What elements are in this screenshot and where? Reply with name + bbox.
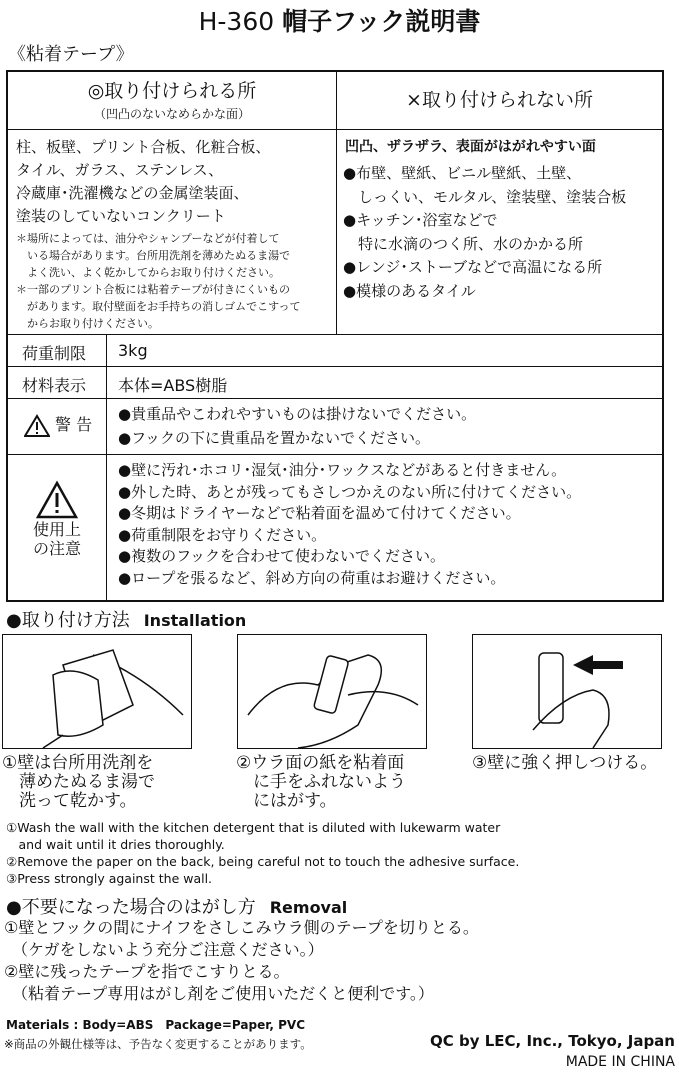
list-item: 冷蔵庫･洗濯機などの金属塗装面、 [16,184,249,202]
removal-line: ①壁とフックの間にナイフをさしこみウラ側のテープを切りとる。 [4,918,479,937]
ok-header-sub: （凹凸のないなめらかな面） [93,107,250,121]
step-line: ②ウラ面の紙を粘着面 [236,753,405,773]
divider [106,334,107,600]
step-line: にはがす。 [236,791,337,811]
list-item: タイル、ガラス、ステンレス、 [16,161,224,179]
removal-heading [6,893,347,919]
english-line: ③Press strongly against the wall. [6,871,213,886]
step2-text [236,754,406,811]
ng-list [343,162,661,303]
note-line: よく洗い、よく乾かしてからお取り付けください。 [16,266,280,279]
ok-list [16,136,334,228]
list-item: ●複数のフックを合わせて使わないでください。 [118,547,446,565]
list-item: ●外した時、あとが残ってもさしつかえのない所に付けてください。 [118,482,582,501]
hand-wiping-icon [3,635,191,748]
product-title: 帽子フック説明書 [282,7,481,36]
note-line: いる場合があります。台所用洗剤を薄めたぬるま湯で [16,249,291,262]
step-line: に手をふれないよう [236,772,406,792]
ok-notes [16,230,334,332]
press-hook-icon [473,635,661,748]
caution-label-cell [8,480,106,558]
note-line: からお取り付けください。 [16,317,159,330]
ok-header [8,72,336,129]
warning-triangle-icon [24,414,50,438]
warning-triangle-icon [35,480,79,520]
removal-line: （粘着テープ専用はがし剤をご使用いただくと便利です。） [4,984,434,1003]
list-item: ●貴重品やこわれやすいものは掛けないでください。 [118,405,477,423]
made-in-line: MADE IN CHINA [565,1054,675,1070]
step3-illustration [472,634,662,749]
ok-header-label: ◎取り付けられる所 [87,80,257,102]
removal-line: ②壁に残ったテープを指でこすりとる。 [4,962,290,981]
english-line: ①Wash the wall with the kitchen detergent that is diluted with lukewarm water [6,820,501,835]
list-item: 柱、板壁、プリント合板、化粧合板、 [16,138,271,156]
list-item: ●冬期はドライヤーなどで粘着面を温めて付けてください。 [118,504,521,522]
qc-line: QC by LEC, Inc., Tokyo, Japan [430,1032,675,1050]
step1-text [2,754,155,811]
caution-label-1: 使用上 [32,520,81,539]
list-item: ●模様のあるタイル [343,281,476,300]
ng-header: ×取り付けられない所 [406,89,593,111]
removal-line: （ケガをしないよう充分ご注意ください。） [4,940,324,959]
list-item: ●ロープを張るなど、斜め方向の荷重はお避けください。 [118,568,506,587]
subtitle: 《粘着テープ》 [8,44,134,65]
material-value: 本体=ABS樹脂 [118,376,228,395]
step-line: 洗って乾かす。 [2,791,137,811]
list-item: ●レンジ･ストーブなどで高温になる所 [343,258,603,276]
model-number: H-360 [198,7,275,36]
note-line: があります。取付壁面をお手持ちの消しゴムでこすって [16,300,301,313]
step-line: ①壁は台所用洗剤を [2,753,154,773]
installation-heading-ja: ●取り付け方法 [6,610,130,631]
materials-line: Materials : Body=ABS Package=Paper, PVC [6,1018,306,1032]
installation-heading [6,606,246,632]
list-item: ●布壁、壁紙、ビニル壁紙、土壁、 [343,164,582,182]
divider [8,129,662,130]
list-item: ●荷重制限をお守りください。 [118,525,327,544]
note-line: ＊一部のプリント合板には粘着テープが付きにくいもの [16,283,291,296]
page-title [0,2,679,38]
removal-steps [4,917,479,1005]
load-label: 荷重制限 [21,344,86,363]
step-line: ③壁に強く押しつける。 [472,753,658,773]
spec-table [6,70,664,602]
list-item: ●フックの下に貴重品を置かないでください。 [118,429,431,447]
warning-list [118,402,476,450]
caution-label-2: の注意 [32,539,81,558]
ng-subheading: 凹凸、ザラザラ、表面がはがれやすい面 [345,139,596,155]
step3-text [472,754,657,773]
peel-paper-icon [238,635,426,748]
arrow-left-icon [573,655,623,675]
warning-label-cell [12,412,104,438]
list-item: ●キッチン･浴室などで [343,211,498,229]
list-item: しっくい、モルタル、塗装壁、塗装合板 [343,187,627,206]
removal-heading-ja: ●不要になった場合のはがし方 [6,897,256,918]
warning-label: 警 告 [55,415,93,434]
english-line: and wait until it dries thoroughly. [6,837,225,852]
note-line: ＊場所によっては、油分やシャンプーなどが付着して [16,232,280,245]
caution-list [118,460,581,589]
load-value: 3kg [118,341,148,360]
removal-heading-en: Removal [269,898,348,917]
step-line: 薄めたぬるま湯で [2,772,155,792]
installation-english [6,819,519,887]
material-label: 材料表示 [21,376,86,395]
list-item: 塗装のしていないコンクリート [16,207,226,225]
list-item: ●壁に汚れ･ホコリ･湿気･油分･ワックスなどがあると付きません。 [118,461,567,479]
installation-heading-en: Installation [143,611,247,630]
step1-illustration [2,634,192,749]
spec-change-note: ※商品の外観仕様等は、予告なく変更することがあります。 [4,1037,312,1051]
step2-illustration [237,634,427,749]
english-line: ②Remove the paper on the back, being careful not to touch the adhesive surface. [6,854,520,869]
list-item: 特に水滴のつく所、水のかかる所 [343,234,584,253]
